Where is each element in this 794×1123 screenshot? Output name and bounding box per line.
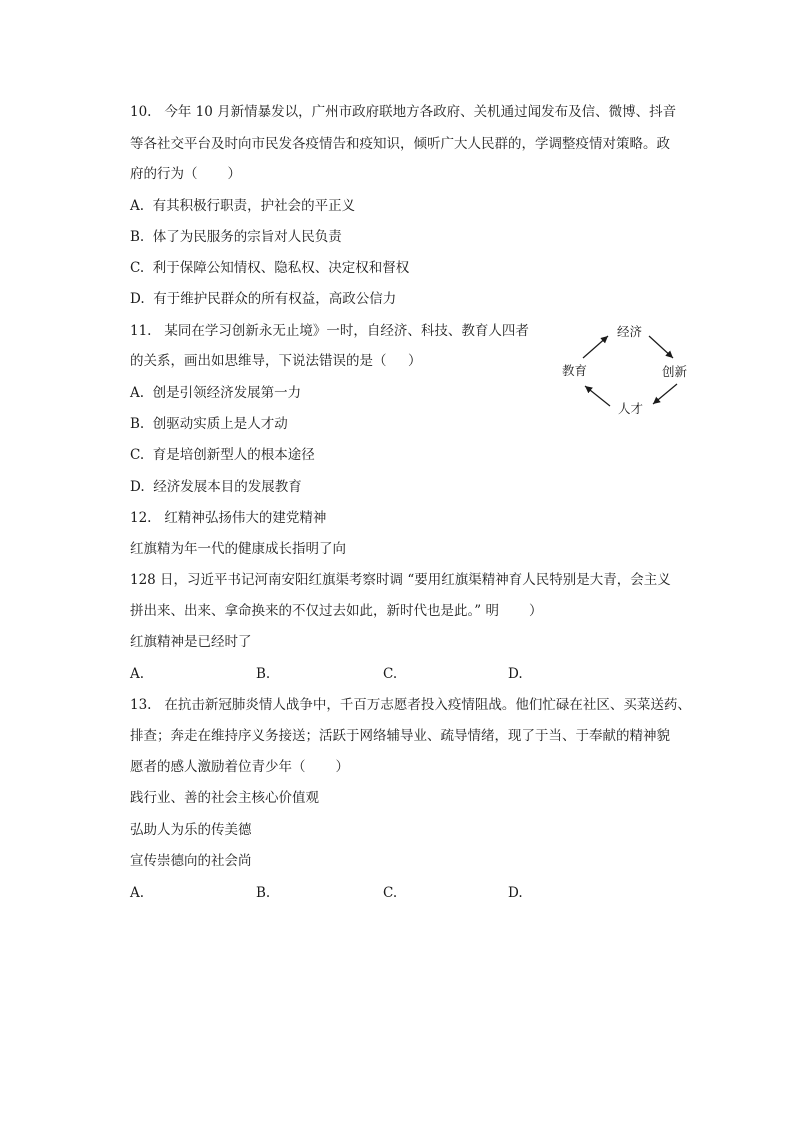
q11-option-d: D. 经济发展本目的发展教育 <box>130 479 302 495</box>
q11-option-c: C. 育是培创新型人的根本途径 <box>130 447 315 463</box>
q13-choice-c: C. <box>383 885 398 901</box>
arrow-left-to-top <box>583 336 608 358</box>
arrow-bottom-to-left <box>585 386 610 406</box>
q13-stem-line-2: 排查；奔走在维持序义务接送；活跃于网络辅导业、疏导情绪，现了于当、于奉献的精神貌 <box>130 728 670 744</box>
q10-option-b: B. 体了为民服务的宗旨对人民负责 <box>130 229 342 245</box>
q12-stem-line-4: 拼出来、出来、拿命换来的不仅过去如此，新时代也是此。” 明 ） <box>130 603 543 619</box>
arrow-top-to-right <box>649 336 673 358</box>
q10-stem-line-3: 府的行为（ ） <box>130 166 242 182</box>
q13-choice-d: D. <box>508 885 523 901</box>
q10-option-a: A. 有其积极行职责，护社会的平正义 <box>130 198 356 214</box>
q10-stem-line-2: 等各社交平台及时向市民发各疫情告和疫知识，倾听广大人民群的，学调整疫情对策略。政 <box>130 136 670 152</box>
diagram-node-bottom: 人才 <box>618 401 644 416</box>
q12-stem-line-1: 12. 红精神弘扬伟大的建党精神 <box>130 510 327 526</box>
q13-stem-line-5: 弘助人为乐的传美德 <box>130 822 252 838</box>
q13-stem-line-6: 宣传崇德向的社会尚 <box>130 853 252 869</box>
q13-choice-a: A. <box>130 885 145 901</box>
q10-option-c: C. 利于保障公知情权、隐私权、决定权和督权 <box>130 260 410 276</box>
q12-choice-c: C. <box>383 666 398 682</box>
diagram-node-left: 教育 <box>562 363 588 378</box>
q11-cycle-diagram <box>555 318 705 418</box>
q12-choice-a: A. <box>130 666 145 682</box>
q13-stem-line-4: 践行业、善的社会主核心价值观 <box>130 790 319 806</box>
q11-stem-line-1: 11. 某同在学习创新永无止境》一时，自经济、科技、教育人四者 <box>130 323 529 339</box>
q10-option-d: D. 有于维护民群众的所有权益，高政公信力 <box>130 291 397 307</box>
q12-stem-line-3: 128 日，习近平书记河南安阳红旗渠考察时调 “要用红旗渠精神育人民特别是大青，会主义 <box>130 572 671 588</box>
q12-stem-line-5: 红旗精神是已经时了 <box>130 634 252 650</box>
diagram-node-right: 创新 <box>662 364 688 379</box>
q11-stem-line-2: 的关系，画出如思维导，下说法错误的是（ ） <box>130 353 422 369</box>
q13-stem-line-3: 愿者的感人激励着位青少年（ ） <box>130 759 350 775</box>
cycle-diagram-svg <box>555 318 705 418</box>
q12-choice-b: B. <box>256 666 271 682</box>
q10-stem-line-1: 10. 今年 10 月新情暴发以，广州市政府联地方各政府、关机通过闻发布及信、微博、抖音 <box>130 104 677 120</box>
q12-choice-d: D. <box>508 666 523 682</box>
q13-stem-line-1: 13. 在抗击新冠肺炎情人战争中，千百万志愿者投入疫情阻战。他们忙碌在社区、买菜送药、 <box>130 697 691 713</box>
diagram-node-top: 经济 <box>617 324 643 339</box>
q12-stem-line-2: 红旗精为年一代的健康成长指明了向 <box>130 541 346 557</box>
arrow-right-to-bottom <box>653 384 677 404</box>
q13-choice-b: B. <box>256 885 271 901</box>
q11-option-a: A. 创是引领经济发展第一力 <box>130 385 302 401</box>
q11-option-b: B. 创驱动实质上是人才动 <box>130 416 288 432</box>
